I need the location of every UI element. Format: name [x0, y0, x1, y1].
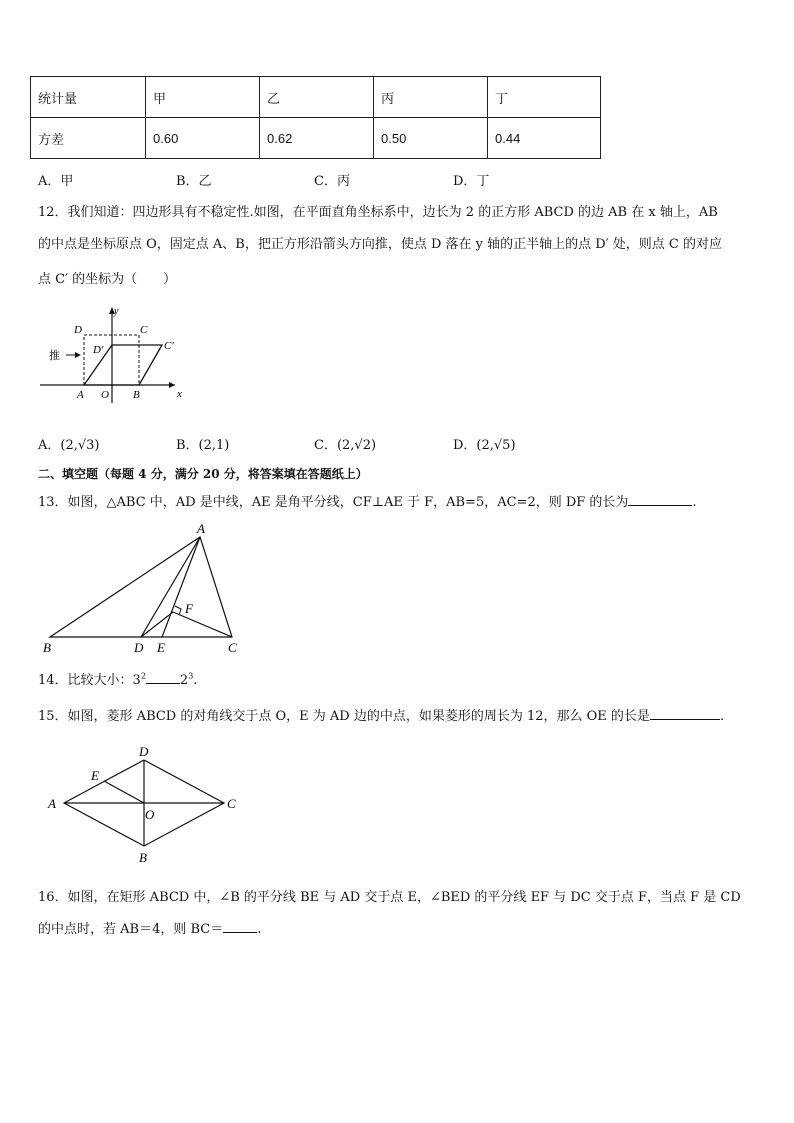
label-a: A — [48, 796, 56, 811]
label-y: y — [114, 306, 119, 317]
label-d: D — [139, 744, 149, 759]
q14-exp2: 3 — [188, 671, 194, 681]
q13-figure — [40, 522, 250, 657]
label-e: E — [91, 768, 99, 783]
q11-option-d[interactable]: D．丁 — [453, 174, 490, 189]
label-b: B — [139, 850, 147, 865]
label-x: x — [177, 388, 182, 400]
label-d: D — [134, 640, 144, 655]
q12-option-c[interactable]: C．(2,√2) — [314, 438, 377, 453]
q14-answer-blank[interactable] — [146, 670, 180, 684]
q16-question: 的中点时，若 AB＝4，则 BC＝ — [38, 922, 224, 937]
q16-answer-blank[interactable] — [223, 919, 257, 933]
table-row — [31, 77, 601, 118]
label-a: A — [197, 521, 205, 536]
label-o: O — [101, 389, 109, 401]
label-c-prime: C′ — [164, 340, 174, 352]
q11-option-b[interactable]: B．乙 — [176, 174, 212, 189]
q15-figure — [40, 740, 250, 870]
table-cell: 统计量 — [31, 77, 146, 118]
table-cell: 0.44 — [488, 118, 601, 159]
q12-option-b[interactable]: B．(2,1) — [176, 438, 230, 453]
table-row — [31, 118, 601, 159]
label-o: O — [145, 807, 155, 822]
q15-question: 15．如图，菱形 ABCD 的对角线交于点 O，E 为 AD 边的中点，如果菱形的周长为 12，那么 OE 的长是 — [38, 709, 650, 724]
section-title: 二、填空题（每题 4 分，满分 20 分，将答案填在答题纸上） — [38, 467, 368, 481]
q14-end: . — [193, 673, 198, 688]
q14-mid: 2 — [179, 673, 189, 688]
q15-text — [38, 705, 724, 724]
table-cell: 乙 — [260, 77, 374, 118]
q12-text-line1: 12．我们知道：四边形具有不稳定性.如图，在平面直角坐标系中，边长为 2 的正方形 ABCD 的边 AB 在 x 轴上，AB — [38, 205, 718, 220]
q16-text-line1: 16．如图，在矩形 ABCD 中，∠B 的平分线 BE 与 AD 交于点 E，∠BED 的平分线 EF 与 DC 交于点 F，当点 F 是 CD — [38, 890, 741, 905]
label-d-prime: D′ — [93, 344, 104, 356]
q12-option-a[interactable]: A．(2,√3) — [38, 438, 100, 453]
label-c: C — [227, 796, 236, 811]
table-cell: 0.60 — [146, 118, 260, 159]
q13-question: 13．如图，△ABC 中，AD 是中线，AE 是角平分线，CF⊥AE 于 F，AB=5，AC=2，则 DF 的长为 — [38, 495, 629, 510]
q15-end: . — [719, 709, 725, 724]
label-c: C — [228, 640, 237, 655]
label-b: B — [133, 389, 140, 401]
label-push: 推 — [49, 350, 60, 362]
q16-end: . — [257, 922, 262, 937]
label-f: F — [185, 601, 193, 616]
q12-text-line3: 点 C′ 的坐标为（ ） — [38, 272, 177, 287]
q13-text — [38, 491, 697, 510]
table-cell: 甲 — [146, 77, 260, 118]
q11-option-a[interactable]: A．甲 — [38, 174, 74, 189]
q13-answer-blank[interactable] — [628, 492, 692, 506]
label-a: A — [77, 389, 84, 401]
table-cell: 丁 — [488, 77, 601, 118]
q12-option-d[interactable]: D．(2,√5) — [453, 438, 516, 453]
q11-option-c[interactable]: C．丙 — [314, 174, 350, 189]
q12-figure — [40, 305, 190, 405]
label-c: C — [140, 324, 148, 336]
label-e: E — [157, 640, 165, 655]
variance-table — [30, 76, 601, 159]
q14-prefix: 14．比较大小：3 — [38, 673, 141, 688]
q14-text — [38, 669, 197, 688]
table-cell: 方差 — [31, 118, 146, 159]
label-b: B — [43, 640, 51, 655]
q15-answer-blank[interactable] — [650, 706, 720, 720]
q16-text-line2 — [38, 918, 261, 937]
q13-end: . — [692, 495, 697, 510]
q12-text-line2: 的中点是坐标原点 O，固定点 A、B，把正方形沿箭头方向推，使点 D 落在 y 轴的正半轴上的点 D′ 处，则点 C 的对应 — [38, 237, 723, 252]
table-cell: 0.50 — [374, 118, 488, 159]
table-cell: 0.62 — [260, 118, 374, 159]
q14-exp1: 2 — [140, 671, 146, 681]
table-cell: 丙 — [374, 77, 488, 118]
label-d: D — [74, 324, 82, 336]
